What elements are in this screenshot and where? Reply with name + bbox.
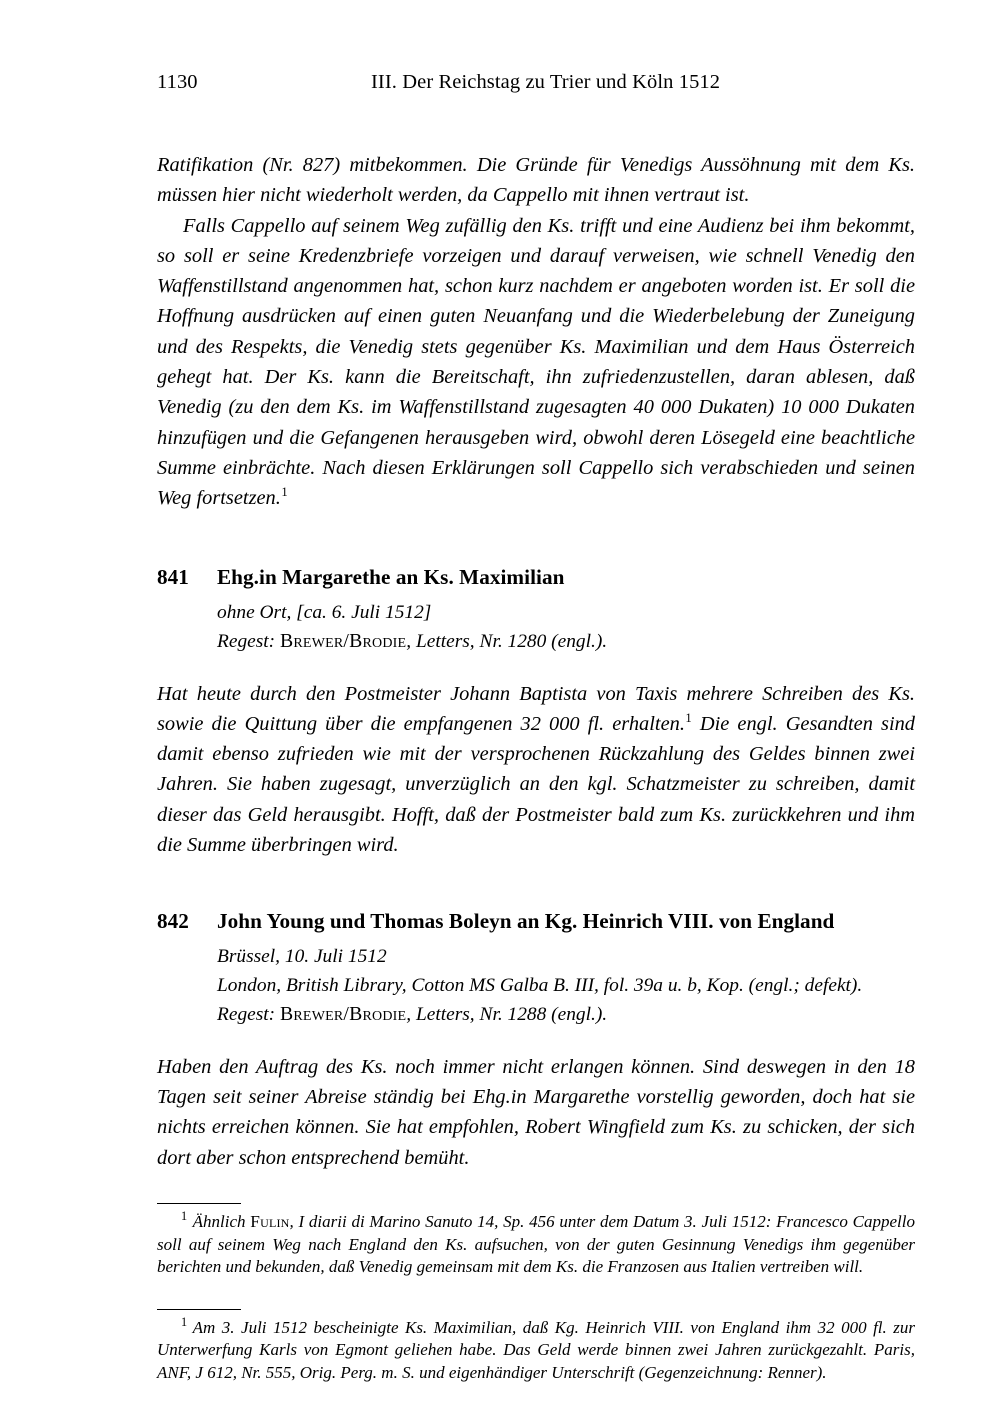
running-head xyxy=(157,0,915,112)
footnote-separator-rule xyxy=(157,1203,241,1204)
entry-842-heading xyxy=(157,908,915,935)
entry-841-place-date: ohne Ort, [ca. 6. Juli 1512] xyxy=(217,601,432,623)
page-number: 1130 xyxy=(157,71,198,93)
entry-842-source: London, British Library, Cotton MS Galba B. III, fol. 39a u. b, Kop. (engl.; defekt). xyxy=(217,974,863,996)
entry-841-text xyxy=(157,679,915,861)
footnote-1-text-b: , I diarii di Marino Sanuto 14, Sp. 456 unter dem Datum 3. Juli 1512: Francesco Cappello soll auf seinem Weg nach England den Ks. aufsuchen, von der guten Gesinnung Venedigs ihm gegenüber berichten und bekunden, daß Venedig gemeinsam mit dem Ks. die Franzosen aus Italien vertreiben will. xyxy=(157,1212,915,1277)
footnote-ref-841: 1 xyxy=(685,711,692,726)
entry-841 xyxy=(157,564,915,861)
footnote-1-marker: 1 xyxy=(181,1209,188,1224)
entry-841-text-a: Hat heute durch den Postmeister Johann Baptista von Taxis mehrere Schreiben des Ks. sowie die Quittung über die empfangenen 32 000 fl. erhalten. xyxy=(157,682,915,735)
entry-842-title: John Young und Thomas Boleyn an Kg. Heinrich VIII. von England xyxy=(217,909,835,934)
entry-841-number: 841 xyxy=(157,564,189,589)
footnote-separator-rule-2 xyxy=(157,1309,241,1310)
footnote-2 xyxy=(157,1317,915,1385)
footnote-area xyxy=(157,1203,915,1385)
entry-841-regest-author: Brewer/Brodie xyxy=(280,630,407,653)
entry-842-number: 842 xyxy=(157,909,189,934)
entry-841-regest-rest: , Letters, Nr. 1280 (engl.). xyxy=(406,631,608,653)
page-content xyxy=(157,0,915,1385)
footnote-block-1 xyxy=(157,1203,915,1279)
footnote-1 xyxy=(157,1211,915,1279)
entry-842 xyxy=(157,908,915,1173)
footnote-1-text-a: Ähnlich xyxy=(192,1212,251,1232)
entry-841-text-b: Die engl. Gesandten sind damit ebenso zufrieden wie mit der versprochenen Rückzahlung des Geldes binnen zwei Jahren. Sie haben zugesagt, unverzüglich an den kgl. Schatzmeister zu schreiben, damit dieser das Geld herausgibt. Hofft, daß der Postmeister bald zum Ks. zurückkehren und ihm die Summe überbringen wird. xyxy=(157,712,916,857)
entry-841-title: Ehg.in Margarethe an Ks. Maximilian xyxy=(217,564,565,589)
entry-842-text: Haben den Auftrag des Ks. noch immer nicht erlangen können. Sind deswegen in den 18 Tagen seit seiner Abreise ständig bei Ehg.in Margarethe vorstellig geworden, doch hat sie nichts erreichen können. Sie hat empfohlen, Robert Wingfield zum Ks. zu schicken, der sich dort aber schon entsprechend bemüht. xyxy=(157,1055,915,1169)
entry-842-regest-author: Brewer/Brodie xyxy=(280,1003,407,1026)
running-title: III. Der Reichstag zu Trier und Köln 1512 xyxy=(371,71,721,93)
entry-842-regest-label: Regest: xyxy=(217,1004,276,1026)
entry-841-regest-label: Regest: xyxy=(217,631,276,653)
paragraph-cappello-text: Falls Cappello auf seinem Weg zufällig den Ks. trifft und eine Audienz bei ihm bekommt, so soll er seine Kredenzbriefe vorzeigen und darauf verweisen, wie schnell Venedig den Waffenstillstand angenommen hat, schon kurz nachdem er angeboten worden ist. Er soll die Hoffnung ausdrücken auf einen guten Neuanfang und die Wiederbelebung der Zuneigung und des Respekts, die Venedig stets gegenüber Ks. Maximilian und dem Haus Österreich gehegt hat. Der Ks. kann die Bereitschaft, ihn zufriedenzustellen, daran ablesen, daß Venedig (zu den dem Ks. im Waffenstillstand zugesagten 40 000 Dukaten) 10 000 Dukaten hinzufügen und die Gefangenen herausgeben wird, obwohl deren Lösegeld eine beachtliche Summe einbrächte. Nach diesen Erklärungen soll Cappello sich verabschieden und seinen Weg fortsetzen. xyxy=(157,214,915,510)
entry-841-regest xyxy=(157,627,915,657)
paragraph-cappello xyxy=(157,211,915,514)
footnote-ref-1: 1 xyxy=(281,485,288,500)
entry-842-regest xyxy=(157,1000,915,1030)
footnote-2-text-a: Am 3. Juli 1512 bescheinigte Ks. Maximilian, daß Kg. Heinrich VIII. von England ihm 32 000 fl. zur Unterwerfung Karls von Egmont geliehen habe. Das Geld werde binnen zwei Jahren zurückgezahlt. Paris, ANF, J 612, Nr. 555, Orig. Perg. m. S. und eigenhändiger Unterschrift (Gegenzeichnung: Renner). xyxy=(157,1317,915,1382)
entry-841-heading xyxy=(157,564,915,591)
paragraph-continuation: Ratifikation (Nr. 827) mitbekommen. Die Gründe für Venedigs Aussöhnung mit dem Ks. müssen hier nicht wiederholt werden, da Cappello mit ihnen vertraut ist. xyxy=(157,154,915,207)
entry-842-regest-rest: , Letters, Nr. 1288 (engl.). xyxy=(406,1004,608,1026)
footnote-block-2 xyxy=(157,1309,915,1385)
footnote-2-marker: 1 xyxy=(181,1315,188,1330)
entry-842-place-date: Brüssel, 10. Juli 1512 xyxy=(217,946,387,968)
footnote-1-author: Fulin xyxy=(250,1212,290,1232)
